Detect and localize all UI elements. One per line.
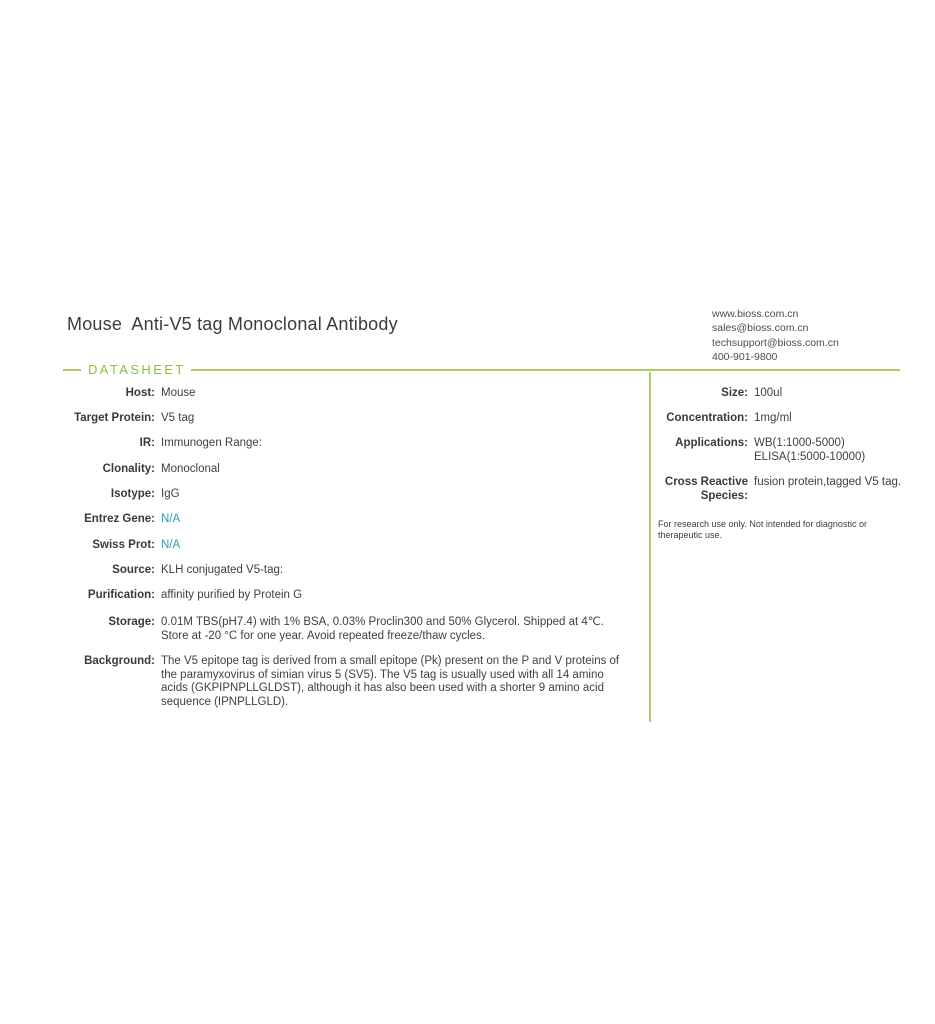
size-label: Size: [721,387,748,399]
applications-value [754,437,865,464]
storage-value [161,616,604,643]
contact-website: www.bioss.com.cn [712,308,799,320]
background-label: Background: [84,655,155,667]
applications-label: Applications: [675,437,748,449]
source-label: Source: [112,564,155,576]
clonality-label: Clonality: [102,463,155,475]
swiss-prot-label: Swiss Prot: [92,539,155,551]
background-line-4: sequence (IPNPLLGLD). [161,695,289,708]
field-row-purification [63,589,302,603]
field-row-cross-reactive [633,476,901,503]
storage-line-2: Store at -20 °C for one year. Avoid repeated freeze/thaw cycles. [161,629,486,642]
concentration-value: 1mg/ml [754,412,792,424]
contact-phone: 400-901-9800 [712,351,778,364]
isotype-label: Isotype: [110,488,155,500]
ir-label: IR: [139,437,155,449]
applications-line-2: ELISA(1:5000-10000) [754,450,866,463]
target-protein-value: V5 tag [161,412,195,424]
disclaimer-line-1: For research use only. Not intended for diagnostic or [658,519,867,529]
field-row-background [63,655,619,709]
field-row-concentration [633,412,792,426]
page-title: Mouse Anti-V5 tag Monoclonal Antibody [67,314,398,334]
field-row-source [63,564,283,578]
field-row-clonality [63,463,220,477]
cross-reactive-label-line-1: Cross Reactive [664,476,748,488]
target-protein-label: Target Protein: [74,412,155,424]
field-row-storage [63,616,604,643]
header-rule [191,369,900,371]
field-row-host [63,387,196,401]
isotype-value: IgG [161,488,180,500]
background-line-3: acids (GKPIPNPLLGLDST), although it has also been used with a shorter 9 amino acid [161,682,604,695]
contact-tech-email: techsupport@bioss.com.cn [712,336,839,349]
storage-label: Storage: [108,616,155,628]
cross-reactive-label [633,476,748,503]
source-value: KLH conjugated V5-tag: [161,564,284,576]
background-line-2: the paramyxovirus of simian virus 5 (SV5). The V5 tag is usually used with all 14 amino [161,668,604,681]
research-use-disclaimer [658,519,908,541]
swiss-prot-link[interactable]: N/A [161,539,181,551]
contact-sales-email: sales@bioss.com.cn [712,322,809,335]
clonality-value: Monoclonal [161,463,220,475]
disclaimer-line-2: therapeutic use. [658,530,723,540]
field-row-entrez-gene [63,513,180,527]
contact-block [712,307,839,365]
host-label: Host: [125,387,155,399]
cross-reactive-value: fusion protein,tagged V5 tag. [754,476,902,488]
ir-value: Immunogen Range: [161,437,263,449]
datasheet-section-header [63,361,900,378]
field-row-ir [63,437,262,451]
header-dash-rule [63,369,81,371]
field-row-target-protein [63,412,194,426]
cross-reactive-label-line-2: Species: [700,489,748,502]
field-row-size [633,387,782,401]
entrez-gene-label: Entrez Gene: [84,513,155,525]
field-row-isotype [63,488,180,502]
size-value: 100ul [754,387,783,399]
concentration-label: Concentration: [666,412,748,424]
background-line-1: The V5 epitope tag is derived from a small epitope (Pk) present on the P and V proteins of [161,655,620,667]
field-row-swiss-prot [63,539,180,553]
applications-line-1: WB(1:1000-5000) [754,437,845,449]
field-row-applications [633,437,865,464]
purification-value: affinity purified by Protein G [161,589,303,601]
background-value [161,655,619,709]
purification-label: Purification: [87,589,155,601]
host-value: Mouse [161,387,196,399]
storage-line-1: 0.01M TBS(pH7.4) with 1% BSA, 0.03% Proclin300 and 50% Glycerol. Shipped at 4℃. [161,616,604,628]
section-heading: DATASHEET [88,362,186,377]
entrez-gene-link[interactable]: N/A [161,513,181,525]
